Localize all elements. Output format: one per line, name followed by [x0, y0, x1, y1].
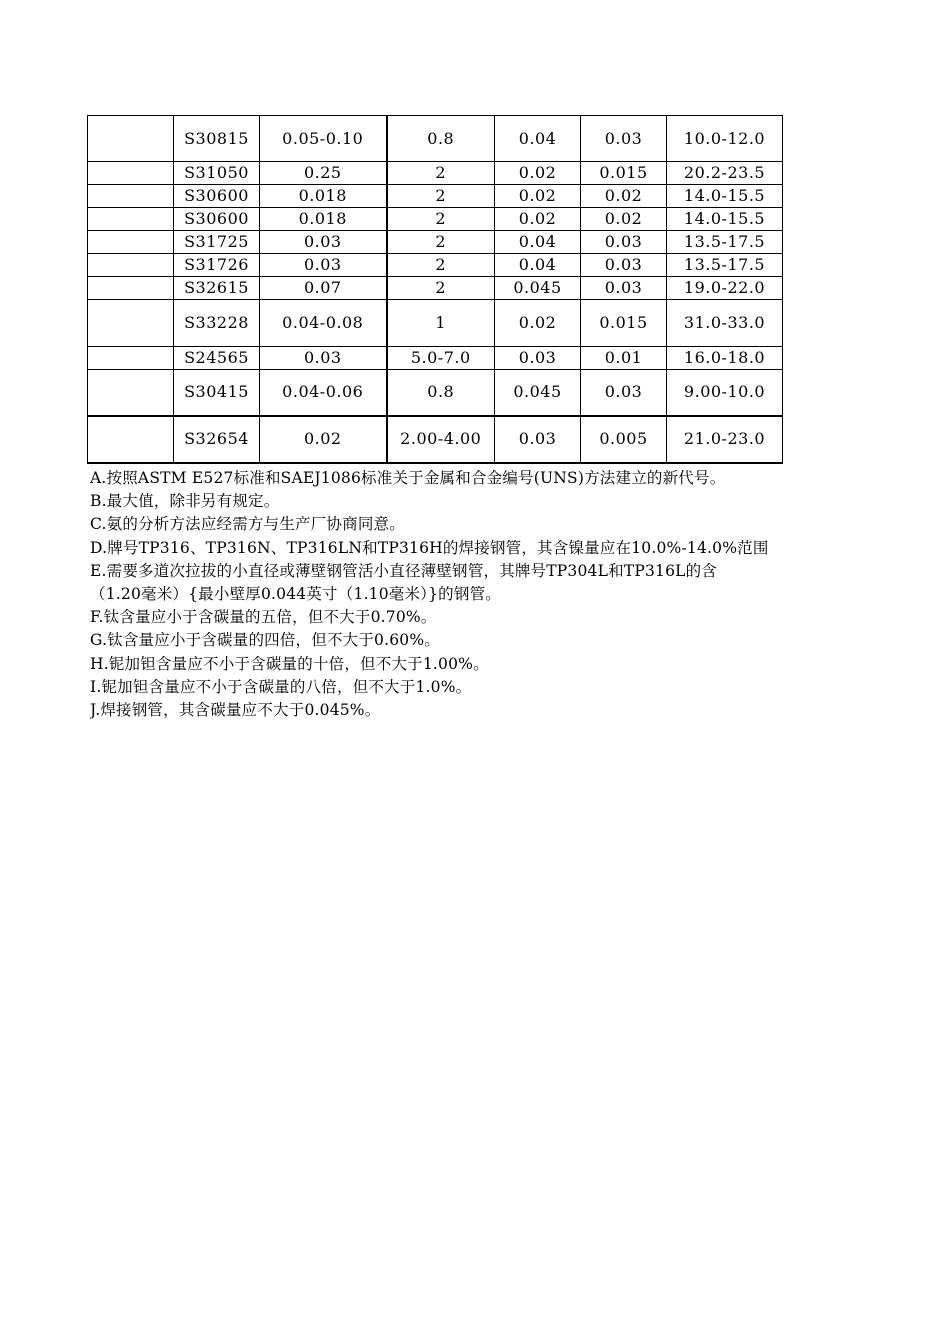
footnote-e-continued: （1.20毫米）{最小壁厚0.044英寸（1.10毫米）}的钢管。: [90, 585, 501, 604]
footnote-j: J.焊接钢管，其含碳量应不大于0.045%。: [90, 701, 381, 720]
carbon-cell: 0.04-0.08: [260, 300, 387, 347]
manganese-cell: 0.8: [387, 116, 495, 162]
nickel-cell: 10.0-12.0: [667, 116, 783, 162]
nickel-cell: 13.5-17.5: [667, 231, 783, 254]
carbon-cell: 0.02: [260, 416, 387, 463]
footnote-a: A.按照ASTM E527标准和SAEJ1086标准关于金属和合金编号(UNS)方法建立的新代号。: [90, 469, 726, 487]
footnote-c: C.氨的分析方法应经需方与生产厂协商同意。: [90, 515, 405, 534]
carbon-cell: 0.03: [260, 231, 387, 254]
table-row: [88, 208, 783, 231]
grade-cell: [88, 254, 174, 277]
sulfur-cell: 0.03: [581, 370, 667, 416]
sulfur-cell: 0.03: [581, 277, 667, 300]
manganese-cell: 2: [387, 208, 495, 231]
uns-number-cell: S32615: [174, 277, 260, 300]
uns-number-cell: S31725: [174, 231, 260, 254]
footnote-e: E.需要多道次拉拔的小直径或薄壁钢管活小直径薄壁钢管，其牌号TP304L和TP316L的含: [90, 561, 718, 580]
table-row: [88, 254, 783, 277]
grade-cell: [88, 300, 174, 347]
grade-cell: [88, 370, 174, 416]
grade-cell: [88, 231, 174, 254]
carbon-cell: 0.05-0.10: [260, 116, 387, 162]
nickel-cell: 31.0-33.0: [667, 300, 783, 347]
grade-cell: [88, 208, 174, 231]
grade-cell: [88, 116, 174, 162]
phosphorus-cell: 0.04: [495, 231, 581, 254]
nickel-cell: 19.0-22.0: [667, 277, 783, 300]
table-body: [88, 116, 783, 463]
nickel-cell: 21.0-23.0: [667, 416, 783, 463]
phosphorus-cell: 0.02: [495, 300, 581, 347]
sulfur-cell: 0.03: [581, 254, 667, 277]
carbon-cell: 0.03: [260, 254, 387, 277]
table-row: [88, 185, 783, 208]
uns-number-cell: S30815: [174, 116, 260, 162]
grade-cell: [88, 185, 174, 208]
uns-number-cell: S31726: [174, 254, 260, 277]
phosphorus-cell: 0.02: [495, 185, 581, 208]
nickel-cell: 14.0-15.5: [667, 185, 783, 208]
nickel-cell: 13.5-17.5: [667, 254, 783, 277]
nickel-cell: 14.0-15.5: [667, 208, 783, 231]
footnote-h: H.铌加钽含量应不小于含碳量的十倍，但不大于1.00%。: [90, 654, 489, 673]
phosphorus-cell: 0.045: [495, 370, 581, 416]
grade-cell: [88, 162, 174, 185]
footnote-g: G.钛含量应小于含碳量的四倍，但不大于0.60%。: [90, 631, 440, 650]
uns-number-cell: S30415: [174, 370, 260, 416]
sulfur-cell: 0.005: [581, 416, 667, 463]
carbon-cell: 0.07: [260, 277, 387, 300]
sulfur-cell: 0.02: [581, 185, 667, 208]
uns-number-cell: S30600: [174, 208, 260, 231]
manganese-cell: 0.8: [387, 370, 495, 416]
uns-number-cell: S30600: [174, 185, 260, 208]
grade-cell: [88, 416, 174, 463]
composition-table: [87, 115, 783, 464]
manganese-cell: 2: [387, 185, 495, 208]
sulfur-cell: 0.02: [581, 208, 667, 231]
manganese-cell: 5.0-7.0: [387, 347, 495, 370]
sulfur-cell: 0.015: [581, 300, 667, 347]
carbon-cell: 0.04-0.06: [260, 370, 387, 416]
sulfur-cell: 0.01: [581, 347, 667, 370]
carbon-cell: 0.25: [260, 162, 387, 185]
phosphorus-cell: 0.02: [495, 208, 581, 231]
carbon-cell: 0.018: [260, 208, 387, 231]
manganese-cell: 2.00-4.00: [387, 416, 495, 463]
sulfur-cell: 0.015: [581, 162, 667, 185]
uns-number-cell: S31050: [174, 162, 260, 185]
table-row: [88, 370, 783, 416]
carbon-cell: 0.018: [260, 185, 387, 208]
phosphorus-cell: 0.03: [495, 416, 581, 463]
grade-cell: [88, 347, 174, 370]
manganese-cell: 2: [387, 231, 495, 254]
sulfur-cell: 0.03: [581, 231, 667, 254]
table-row: [88, 162, 783, 185]
table-row: [88, 300, 783, 347]
table-row: [88, 347, 783, 370]
table-row: [88, 416, 783, 463]
manganese-cell: 2: [387, 254, 495, 277]
table-row: [88, 277, 783, 300]
footnote-i: I.铌加钽含量应不小于含碳量的八倍，但不大于1.0%。: [90, 677, 472, 696]
uns-number-cell: S24565: [174, 347, 260, 370]
uns-number-cell: S33228: [174, 300, 260, 347]
phosphorus-cell: 0.04: [495, 116, 581, 162]
footnotes: [90, 467, 920, 722]
phosphorus-cell: 0.03: [495, 347, 581, 370]
footnote-d: D.牌号TP316、TP316N、TP316LN和TP316H的焊接钢管，其含镍量应在10.0%-14.0%范围: [90, 538, 769, 557]
footnote-b: B.最大值，除非另有规定。: [90, 492, 280, 511]
phosphorus-cell: 0.02: [495, 162, 581, 185]
manganese-cell: 2: [387, 277, 495, 300]
carbon-cell: 0.03: [260, 347, 387, 370]
nickel-cell: 16.0-18.0: [667, 347, 783, 370]
footnote-f: F.钛含量应小于含碳量的五倍，但不大于0.70%。: [90, 608, 437, 627]
phosphorus-cell: 0.045: [495, 277, 581, 300]
table-row: [88, 116, 783, 162]
manganese-cell: 2: [387, 162, 495, 185]
table-row: [88, 231, 783, 254]
uns-number-cell: S32654: [174, 416, 260, 463]
nickel-cell: 20.2-23.5: [667, 162, 783, 185]
grade-cell: [88, 277, 174, 300]
nickel-cell: 9.00-10.0: [667, 370, 783, 416]
sulfur-cell: 0.03: [581, 116, 667, 162]
phosphorus-cell: 0.04: [495, 254, 581, 277]
manganese-cell: 1: [387, 300, 495, 347]
